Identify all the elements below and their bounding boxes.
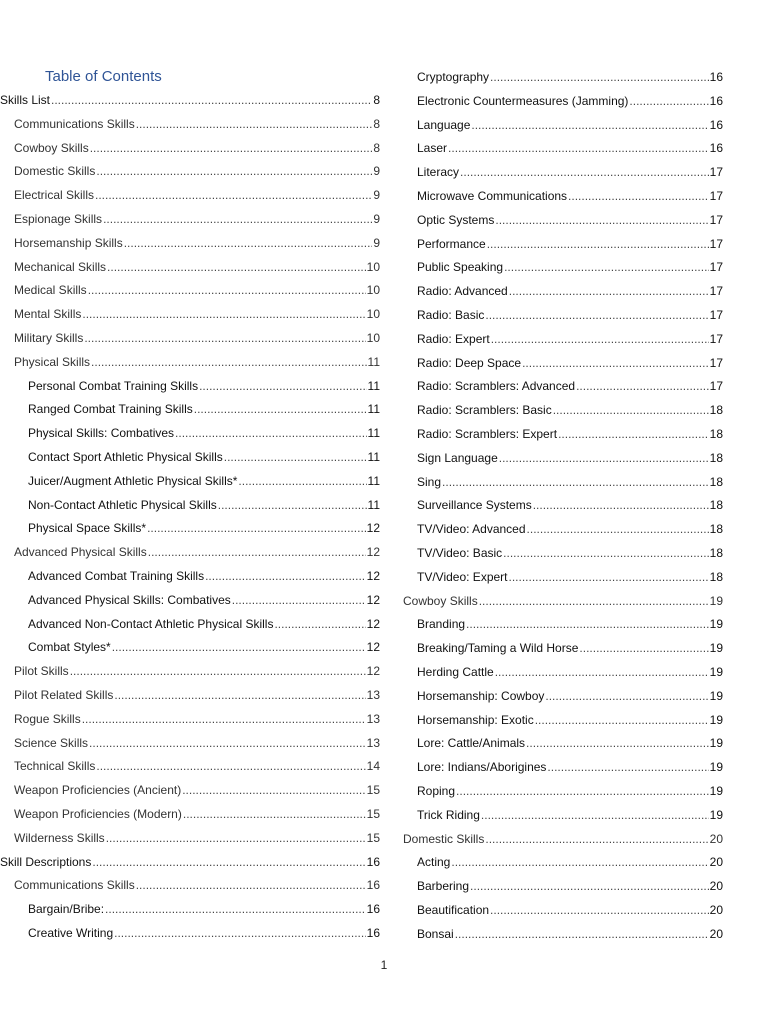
dot-leader [105, 900, 366, 918]
toc-entry[interactable] [417, 901, 723, 919]
toc-entry-page: 17 [709, 284, 723, 299]
dot-leader [148, 543, 366, 561]
toc-entry-label: Medical Skills [14, 283, 87, 298]
toc-entry-label: Military Skills [14, 331, 84, 345]
dot-leader [533, 496, 709, 514]
toc-entry[interactable] [14, 757, 380, 775]
dot-leader [194, 400, 367, 418]
toc-entry[interactable] [417, 306, 723, 324]
toc-entry[interactable] [0, 853, 380, 871]
dot-leader [485, 306, 708, 324]
toc-entry[interactable] [417, 734, 723, 752]
toc-entry[interactable] [417, 401, 723, 419]
dot-leader [487, 235, 709, 253]
dot-leader [495, 211, 708, 229]
dot-leader [504, 258, 709, 276]
dot-leader [103, 210, 372, 228]
toc-entry-page: 18 [709, 498, 723, 513]
toc-entry-page: 11 [367, 354, 380, 369]
toc-entry-label: TV/Video: Basic [417, 546, 503, 560]
toc-entry-label: Trick Riding [417, 807, 480, 822]
toc-entry-label: Pilot Skills [14, 664, 69, 679]
toc-entry-page: 16 [366, 854, 380, 869]
toc-entry[interactable] [14, 210, 380, 228]
toc-entry[interactable] [417, 354, 723, 372]
toc-entry-label: Radio: Expert [417, 331, 490, 346]
toc-entry-page: 16 [709, 93, 723, 108]
toc-entry[interactable] [417, 258, 723, 276]
toc-entry-label: Communications Skills [14, 878, 135, 893]
toc-entry[interactable] [14, 734, 380, 752]
toc-entry-label: Cowboy Skills [14, 140, 89, 155]
toc-entry-label: TV/Video: Advanced [417, 522, 526, 537]
toc-entry-label: Skill Descriptions [0, 854, 92, 869]
toc-entry-label: Juicer/Augment Athletic Physical Skills* [28, 473, 238, 488]
toc-entry[interactable] [14, 162, 380, 180]
toc-entry-label: Microwave Communications [417, 189, 568, 203]
page-number: 1 [380, 958, 388, 972]
toc-entry[interactable] [28, 472, 380, 490]
toc-entry[interactable] [417, 853, 723, 871]
toc-entry-page: 20 [709, 879, 723, 894]
toc-entry[interactable] [417, 330, 723, 348]
toc-entry-page: 17 [709, 355, 723, 370]
toc-entry-label: Cowboy Skills [403, 593, 478, 608]
toc-entry[interactable] [417, 187, 723, 205]
toc-entry[interactable] [14, 115, 380, 133]
toc-entry[interactable] [14, 139, 380, 157]
toc-entry-label: Branding [417, 617, 466, 632]
toc-entry[interactable] [28, 496, 380, 514]
dot-leader [124, 234, 373, 252]
toc-entry[interactable] [28, 519, 380, 537]
dot-leader [96, 162, 372, 180]
toc-entry-label: Contact Sport Athletic Physical Skills [28, 450, 223, 464]
toc-entry[interactable] [14, 662, 380, 680]
toc-entry[interactable] [14, 281, 380, 299]
toc-entry[interactable] [14, 710, 380, 728]
dot-leader [553, 401, 709, 419]
toc-entry-page: 12 [366, 640, 380, 655]
dot-leader [522, 354, 709, 372]
toc-entry[interactable] [417, 568, 723, 586]
dot-leader [224, 448, 367, 466]
toc-entry[interactable] [28, 377, 380, 395]
toc-entry[interactable] [417, 615, 723, 633]
toc-entry-label: Personal Combat Training Skills [28, 378, 199, 393]
dot-leader [82, 305, 365, 323]
toc-entry-label: TV/Video: Expert [417, 569, 508, 584]
dot-leader [96, 757, 365, 775]
toc-entry-page: 18 [709, 522, 723, 537]
dot-leader [136, 876, 366, 894]
toc-entry-label: Skills List [0, 93, 51, 107]
dot-leader [448, 139, 709, 157]
toc-entry[interactable] [14, 234, 380, 252]
toc-entry-label: Radio: Scramblers: Advanced [417, 379, 576, 394]
toc-entry-page: 11 [367, 450, 380, 464]
dot-leader [455, 925, 709, 943]
toc-entry-page: 9 [373, 235, 380, 250]
toc-entry-label: Mental Skills [14, 307, 82, 322]
toc-entry-page: 19 [709, 665, 723, 679]
toc-entry-label: Sign Language [417, 450, 498, 465]
toc-entry-page: 8 [373, 116, 380, 131]
toc-entry[interactable] [14, 781, 380, 799]
toc-entry-page: 18 [709, 403, 723, 418]
toc-entry-page: 15 [366, 830, 380, 845]
toc-entry-page: 20 [709, 903, 723, 917]
dot-leader [579, 639, 708, 657]
dot-leader [495, 663, 709, 681]
dot-leader [466, 615, 709, 633]
toc-entry-page: 17 [709, 236, 723, 251]
toc-entry-label: Advanced Physical Skills [14, 545, 147, 560]
dot-leader [499, 449, 709, 467]
toc-entry-page: 19 [709, 617, 723, 632]
dot-leader [70, 662, 366, 680]
toc-entry[interactable] [0, 91, 380, 109]
toc-entry-label: Lore: Indians/Aborigines [417, 760, 547, 775]
dot-leader [490, 68, 709, 86]
toc-entry[interactable] [403, 592, 723, 610]
dot-leader [490, 901, 709, 919]
toc-entry[interactable] [417, 520, 723, 538]
toc-entry[interactable] [28, 591, 380, 609]
toc-entry[interactable] [417, 377, 723, 395]
toc-entry[interactable] [417, 139, 723, 157]
toc-entry[interactable] [28, 400, 380, 418]
toc-entry-page: 19 [709, 736, 723, 751]
dot-leader [92, 853, 365, 871]
dot-leader [451, 853, 708, 871]
toc-entry-page: 16 [709, 117, 723, 132]
toc-entry-label: Domestic Skills [403, 831, 485, 846]
toc-entry-label: Horsemanship Skills [14, 235, 123, 250]
toc-entry-page: 11 [367, 378, 380, 393]
dot-leader [503, 544, 708, 562]
toc-entry[interactable] [14, 305, 380, 323]
dot-leader [576, 377, 709, 395]
dot-leader [491, 330, 709, 348]
dot-leader [205, 567, 366, 585]
dot-leader [218, 496, 367, 514]
toc-entry-page: 12 [366, 521, 380, 536]
dot-leader [568, 187, 709, 205]
toc-entry[interactable] [28, 638, 380, 656]
toc-entry-label: Physical Skills [14, 354, 91, 369]
toc-entry-page: 10 [366, 259, 380, 274]
toc-entry-label: Optic Systems [417, 212, 495, 227]
toc-entry[interactable] [417, 235, 723, 253]
toc-entry-label: Laser [417, 141, 448, 156]
dot-leader [88, 281, 366, 299]
toc-entry-label: Domestic Skills [14, 164, 96, 179]
toc-entry-page: 12 [366, 664, 380, 679]
toc-entry-label: Non-Contact Athletic Physical Skills [28, 497, 217, 512]
toc-entry-page: 16 [366, 926, 380, 940]
dot-leader [485, 830, 708, 848]
toc-entry[interactable] [417, 925, 723, 943]
dot-leader [89, 734, 366, 752]
toc-entry-page: 11 [367, 426, 380, 441]
toc-entry[interactable] [28, 424, 380, 442]
toc-entry-page: 19 [709, 641, 723, 656]
toc-entry-label: Radio: Scramblers: Expert [417, 427, 558, 441]
toc-entry-label: Radio: Deep Space [417, 355, 522, 370]
toc-entry[interactable] [28, 567, 380, 585]
toc-entry-page: 16 [366, 902, 380, 917]
toc-entry[interactable] [417, 473, 723, 491]
toc-entry-label: Lore: Cattle/Animals [417, 736, 526, 751]
toc-entry-label: Sing [417, 474, 442, 489]
dot-leader [471, 116, 708, 134]
dot-leader [199, 377, 366, 395]
dot-leader [182, 781, 365, 799]
toc-entry-page: 11 [367, 473, 380, 488]
dot-leader [90, 139, 373, 157]
toc-entry-page: 16 [709, 141, 723, 156]
dot-leader [527, 520, 709, 538]
toc-entry-page: 8 [373, 93, 380, 107]
toc-entry-page: 17 [709, 212, 723, 227]
toc-entry-page: 19 [709, 593, 723, 608]
toc-entry-label: Espionage Skills [14, 212, 103, 226]
toc-entry-label: Rogue Skills [14, 711, 81, 726]
toc-entry-label: Advanced Physical Skills: Combatives [28, 592, 231, 607]
toc-entry-label: Wilderness Skills [14, 830, 105, 845]
toc-entry[interactable] [417, 877, 723, 895]
toc-entry-label: Weapon Proficiencies (Modern) [14, 807, 182, 821]
toc-entry[interactable] [28, 900, 380, 918]
toc-entry[interactable] [417, 758, 723, 776]
dot-leader [535, 711, 709, 729]
toc-entry-label: Performance [417, 236, 486, 251]
toc-entry-label: Surveillance Systems [417, 498, 532, 513]
toc-entry-label: Electronic Countermeasures (Jamming) [417, 93, 629, 108]
toc-entry[interactable] [403, 830, 723, 848]
toc-entry[interactable] [417, 163, 723, 181]
dot-leader [470, 877, 709, 895]
dot-leader [509, 282, 709, 300]
toc-entry-page: 19 [709, 712, 723, 727]
toc-entry[interactable] [417, 425, 723, 443]
toc-entry-page: 11 [367, 402, 380, 417]
toc-entry-page: 14 [366, 759, 380, 774]
toc-entry-page: 12 [366, 616, 380, 631]
toc-entry[interactable] [417, 687, 723, 705]
toc-entry[interactable] [417, 639, 723, 657]
dot-leader [114, 686, 365, 704]
toc-entry-label: Literacy [417, 165, 460, 180]
toc-entry-label: Barbering [417, 879, 470, 894]
toc-entry-label: Horsemanship: Exotic [417, 712, 534, 727]
toc-entry-page: 16 [366, 878, 380, 893]
toc-title: Table of Contents [45, 68, 162, 85]
toc-entry-label: Physical Skills: Combatives [28, 426, 175, 441]
toc-entry-label: Weapon Proficiencies (Ancient) [14, 783, 182, 798]
toc-entry-page: 19 [709, 760, 723, 775]
dot-leader [460, 163, 709, 181]
toc-entry-page: 18 [709, 427, 723, 441]
toc-entry-page: 17 [709, 379, 723, 394]
dot-leader [183, 805, 366, 823]
toc-entry-page: 15 [366, 807, 380, 821]
dot-leader [51, 91, 372, 109]
toc-entry[interactable] [14, 829, 380, 847]
dot-leader [238, 472, 366, 490]
toc-entry[interactable] [417, 544, 723, 562]
dot-leader [545, 687, 708, 705]
toc-entry[interactable] [14, 329, 380, 347]
toc-entry[interactable] [14, 186, 380, 204]
toc-entry-page: 18 [709, 450, 723, 465]
toc-entry-page: 12 [366, 592, 380, 607]
toc-entry-page: 12 [366, 569, 380, 583]
toc-entry[interactable] [14, 805, 380, 823]
toc-entry-page: 10 [366, 307, 380, 322]
toc-entry-label: Electrical Skills [14, 188, 95, 203]
toc-entry[interactable] [417, 782, 723, 800]
dot-leader [274, 615, 365, 633]
toc-entry-page: 19 [709, 688, 723, 703]
toc-entry[interactable] [14, 353, 380, 371]
toc-entry[interactable] [417, 711, 723, 729]
toc-entry-page: 19 [709, 807, 723, 822]
toc-entry-page: 17 [709, 260, 723, 275]
dot-leader [147, 519, 366, 537]
toc-entry-page: 16 [709, 70, 723, 84]
toc-entry-page: 20 [709, 855, 723, 870]
toc-entry-label: Advanced Non-Contact Athletic Physical Skills [28, 616, 274, 631]
toc-entry-page: 13 [366, 711, 380, 726]
toc-entry-label: Language [417, 117, 471, 132]
toc-entry-page: 13 [366, 688, 380, 702]
toc-entry[interactable] [417, 449, 723, 467]
toc-entry-label: Creative Writing [28, 926, 114, 940]
toc-entry-label: Pilot Related Skills [14, 688, 114, 702]
dot-leader [84, 329, 365, 347]
toc-entry-page: 12 [366, 545, 380, 560]
toc-entry-label: Physical Space Skills* [28, 521, 147, 536]
toc-entry-label: Cryptography [417, 70, 490, 84]
toc-entry[interactable] [14, 258, 380, 276]
toc-entry-label: Combat Styles* [28, 640, 111, 655]
toc-entry-label: Beautification [417, 903, 490, 917]
toc-entry[interactable] [417, 92, 723, 110]
toc-entry-label: Technical Skills [14, 759, 96, 774]
dot-leader [558, 425, 709, 443]
toc-entry-label: Communications Skills [14, 116, 135, 131]
dot-leader [91, 353, 367, 371]
dot-leader [136, 115, 373, 133]
toc-entry-page: 20 [709, 831, 723, 846]
toc-entry-page: 18 [709, 569, 723, 584]
toc-entry-label: Ranged Combat Training Skills [28, 402, 193, 417]
dot-leader [114, 924, 366, 942]
toc-entry-page: 20 [709, 926, 723, 941]
dot-leader [479, 592, 709, 610]
toc-entry[interactable] [417, 806, 723, 824]
dot-leader [442, 473, 709, 491]
toc-entry-page: 17 [709, 331, 723, 346]
toc-entry[interactable] [417, 68, 723, 86]
toc-entry-label: Acting [417, 855, 451, 870]
toc-entry-label: Bonsai [417, 926, 454, 941]
dot-leader [526, 734, 709, 752]
toc-entry-label: Herding Cattle [417, 665, 494, 679]
dot-leader [629, 92, 708, 110]
toc-entry-page: 9 [373, 212, 380, 226]
dot-leader [547, 758, 708, 776]
toc-entry-page: 17 [709, 189, 723, 203]
toc-entry[interactable] [417, 496, 723, 514]
toc-entry-page: 19 [709, 784, 723, 798]
toc-entry[interactable] [417, 211, 723, 229]
toc-entry-label: Advanced Combat Training Skills [28, 569, 205, 583]
dot-leader [175, 424, 366, 442]
dot-leader [107, 258, 366, 276]
toc-entry-label: Public Speaking [417, 260, 504, 275]
dot-leader [232, 591, 366, 609]
toc-entry[interactable] [28, 615, 380, 633]
dot-leader [509, 568, 709, 586]
dot-leader [82, 710, 366, 728]
toc-entry-label: Science Skills [14, 735, 89, 750]
toc-entry-page: 10 [366, 283, 380, 298]
toc-entry[interactable] [14, 686, 380, 704]
dot-leader [481, 806, 709, 824]
toc-entry[interactable] [14, 543, 380, 561]
toc-entry-page: 17 [709, 165, 723, 180]
toc-entry[interactable] [28, 924, 380, 942]
toc-entry-page: 17 [709, 308, 723, 322]
toc-entry-page: 8 [373, 140, 380, 155]
toc-entry[interactable] [28, 448, 380, 466]
toc-entry[interactable] [417, 282, 723, 300]
toc-entry-page: 18 [709, 546, 723, 560]
toc-entry-label: Radio: Basic [417, 308, 485, 322]
toc-entry-label: Roping [417, 784, 456, 798]
toc-entry-label: Radio: Advanced [417, 284, 508, 299]
toc-entry-page: 10 [366, 331, 380, 345]
toc-entry[interactable] [417, 663, 723, 681]
toc-entry-page: 11 [367, 497, 380, 512]
toc-entry-page: 9 [373, 164, 380, 179]
toc-entry-page: 18 [709, 474, 723, 489]
dot-leader [106, 829, 366, 847]
dot-leader [95, 186, 372, 204]
toc-entry-label: Breaking/Taming a Wild Horse [417, 641, 579, 656]
toc-entry-label: Radio: Scramblers: Basic [417, 403, 552, 418]
toc-entry-page: 9 [373, 188, 380, 203]
toc-entry[interactable] [417, 116, 723, 134]
toc-entry-label: Horsemanship: Cowboy [417, 688, 545, 703]
toc-entry[interactable] [14, 876, 380, 894]
dot-leader [456, 782, 709, 800]
toc-entry-label: Mechanical Skills [14, 259, 107, 274]
toc-entry-page: 13 [366, 735, 380, 750]
toc-entry-label: Bargain/Bribe: [28, 902, 105, 917]
toc-entry-page: 15 [366, 783, 380, 798]
dot-leader [112, 638, 366, 656]
